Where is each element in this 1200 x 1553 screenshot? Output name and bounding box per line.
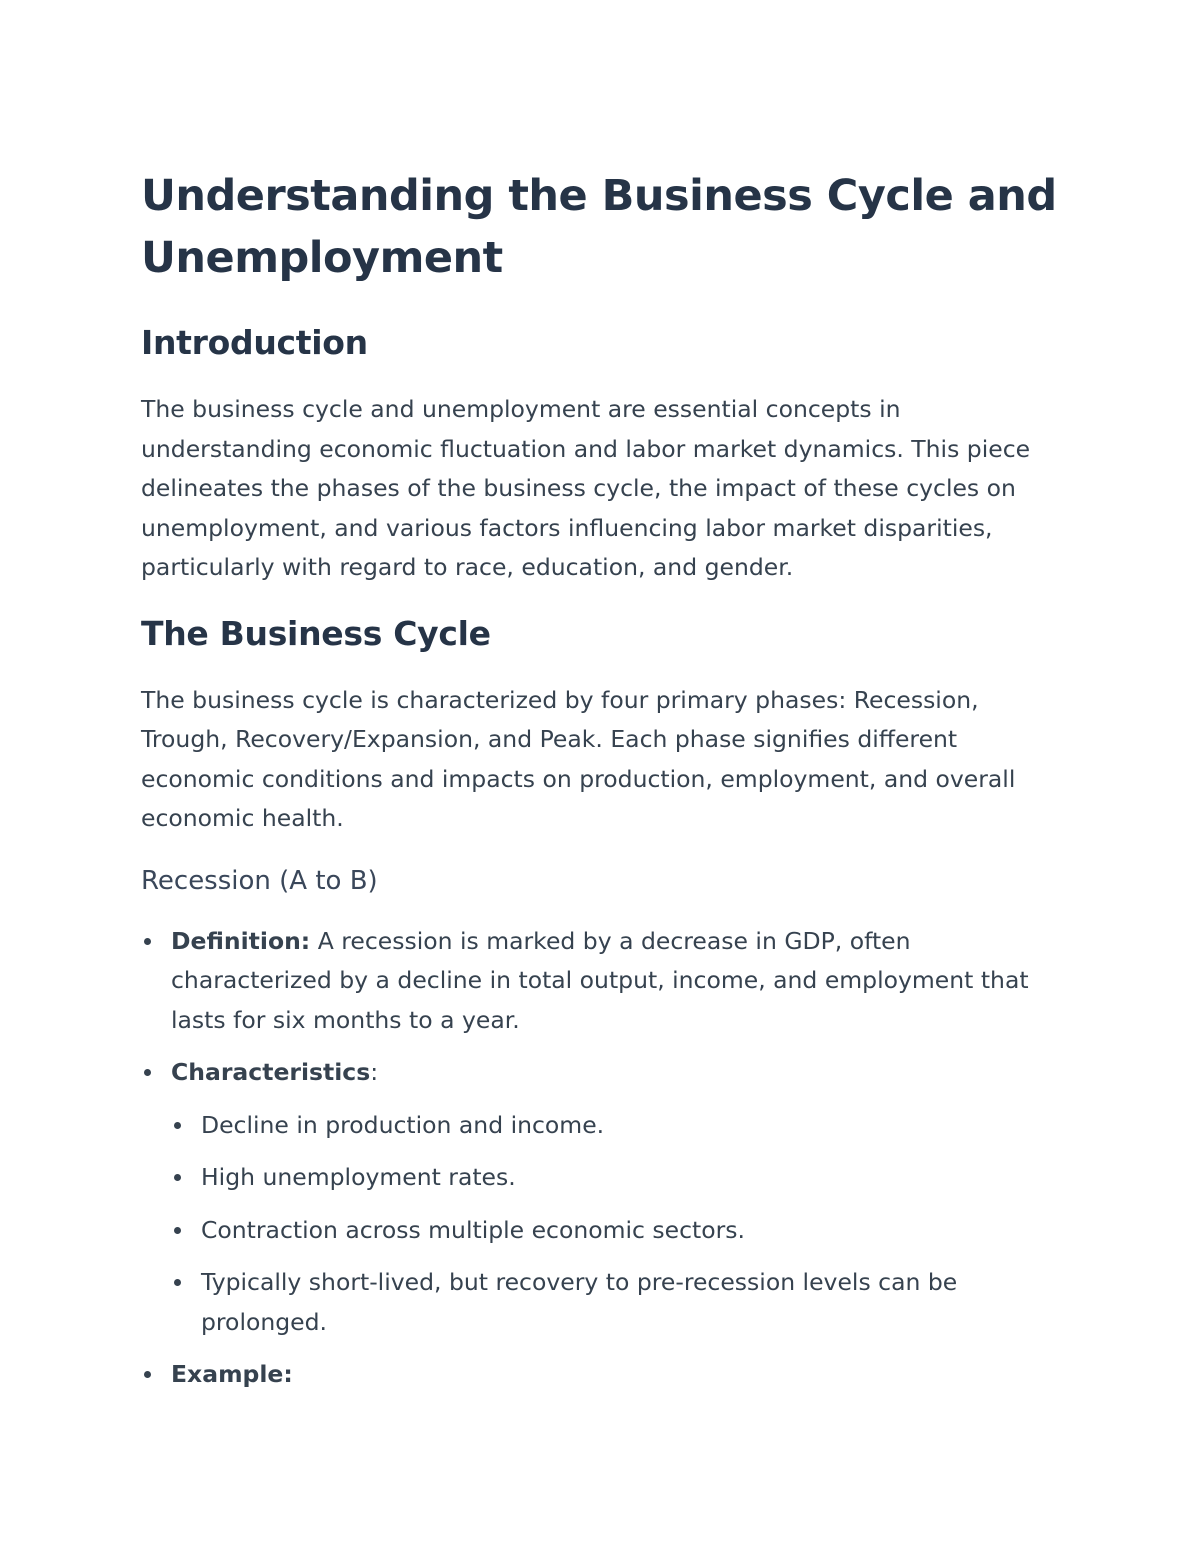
recession-list: [141, 922, 1066, 1395]
characteristics-label: Characteristics: [171, 1058, 371, 1086]
document-title: Understanding the Business Cycle and Unemployment: [141, 171, 1057, 283]
introduction-heading: Introduction: [141, 323, 368, 362]
definition-item: [141, 922, 1066, 1041]
characteristics-list: [171, 1106, 1066, 1343]
characteristics-item: [141, 1053, 1066, 1342]
recession-heading: Recession (A to B): [141, 865, 378, 896]
list-item: High unemployment rates.: [171, 1158, 1066, 1198]
definition-text: A recession is marked by a decrease in GDP, often characterized by a decline in total output, income, and employment that lasts for six months to a year.: [171, 926, 1029, 1034]
introduction-paragraph: The business cycle and unemployment are essential concepts in understanding economic fluctuation and labor market dynamics. This piece delineates the phases of the business cycle, the impact of these cycles on unemployment, and various factors influencing labor market disparities, particularly with regard to race, education, and gender.: [141, 395, 1031, 581]
example-item: [141, 1355, 1066, 1395]
example-label: Example:: [171, 1360, 293, 1388]
list-item: Typically short-lived, but recovery to pre-recession levels can be prolonged.: [171, 1263, 1066, 1342]
business-cycle-paragraph: The business cycle is characterized by four primary phases: Recession, Trough, Recovery/Expansion, and Peak. Each phase signifies different economic conditions and impacts on production, employment, and overall economic health.: [141, 685, 1016, 832]
definition-label: Definition:: [171, 926, 311, 955]
document-content: [141, 165, 1066, 1408]
business-cycle-heading: The Business Cycle: [141, 613, 491, 653]
characteristics-suffix: :: [370, 1058, 379, 1086]
list-item: Contraction across multiple economic sectors.: [171, 1211, 1066, 1251]
list-item: Decline in production and income.: [171, 1106, 1066, 1146]
